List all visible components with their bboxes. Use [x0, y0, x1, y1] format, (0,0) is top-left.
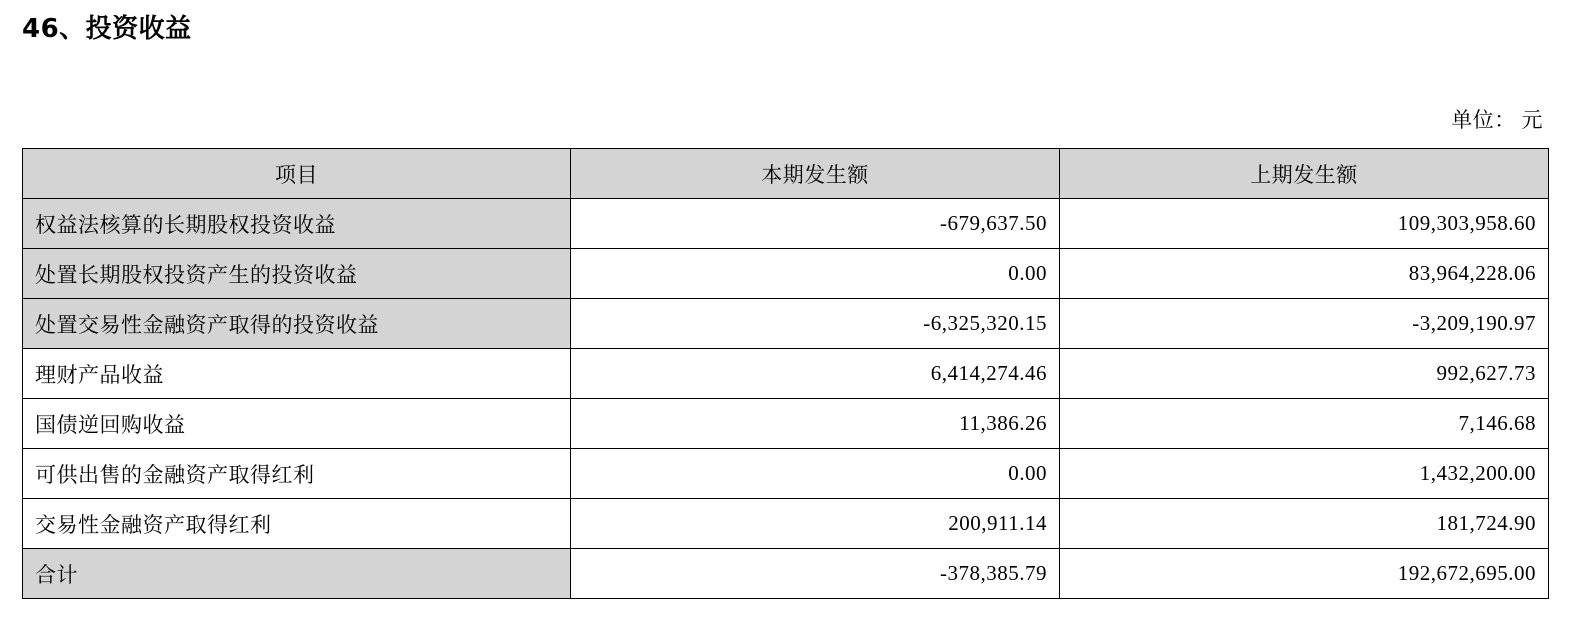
table-row [23, 199, 1549, 249]
row-current-period-value: 0.00 [571, 249, 1060, 299]
table-row [23, 399, 1549, 449]
row-previous-period-value: 1,432,200.00 [1060, 449, 1549, 499]
table-row [23, 299, 1549, 349]
row-label: 交易性金融资产取得红利 [23, 499, 571, 549]
column-header-previous-period: 上期发生额 [1060, 149, 1549, 199]
row-label: 合计 [23, 549, 571, 599]
row-label: 理财产品收益 [23, 349, 571, 399]
row-current-period-value: 6,414,274.46 [571, 349, 1060, 399]
row-label: 权益法核算的长期股权投资收益 [23, 199, 571, 249]
table-row [23, 249, 1549, 299]
row-previous-period-value: 192,672,695.00 [1060, 549, 1549, 599]
row-current-period-value: -378,385.79 [571, 549, 1060, 599]
table-header-row [23, 149, 1549, 199]
row-previous-period-value: 109,303,958.60 [1060, 199, 1549, 249]
table-row [23, 349, 1549, 399]
row-previous-period-value: -3,209,190.97 [1060, 299, 1549, 349]
row-current-period-value: -679,637.50 [571, 199, 1060, 249]
row-label: 处置长期股权投资产生的投资收益 [23, 249, 571, 299]
column-header-item: 项目 [23, 149, 571, 199]
column-header-current-period: 本期发生额 [571, 149, 1060, 199]
row-current-period-value: -6,325,320.15 [571, 299, 1060, 349]
table-body [23, 199, 1549, 599]
row-current-period-value: 200,911.14 [571, 499, 1060, 549]
table-row [23, 499, 1549, 549]
row-current-period-value: 11,386.26 [571, 399, 1060, 449]
table-row [23, 549, 1549, 599]
unit-label: 单位： 元 [1451, 108, 1543, 132]
table-row [23, 449, 1549, 499]
page-title: 46、投资收益 [22, 14, 192, 44]
investment-income-table [22, 148, 1549, 599]
row-previous-period-value: 992,627.73 [1060, 349, 1549, 399]
row-label: 可供出售的金融资产取得红利 [23, 449, 571, 499]
row-previous-period-value: 7,146.68 [1060, 399, 1549, 449]
row-label: 国债逆回购收益 [23, 399, 571, 449]
row-previous-period-value: 83,964,228.06 [1060, 249, 1549, 299]
row-current-period-value: 0.00 [571, 449, 1060, 499]
row-label: 处置交易性金融资产取得的投资收益 [23, 299, 571, 349]
row-previous-period-value: 181,724.90 [1060, 499, 1549, 549]
